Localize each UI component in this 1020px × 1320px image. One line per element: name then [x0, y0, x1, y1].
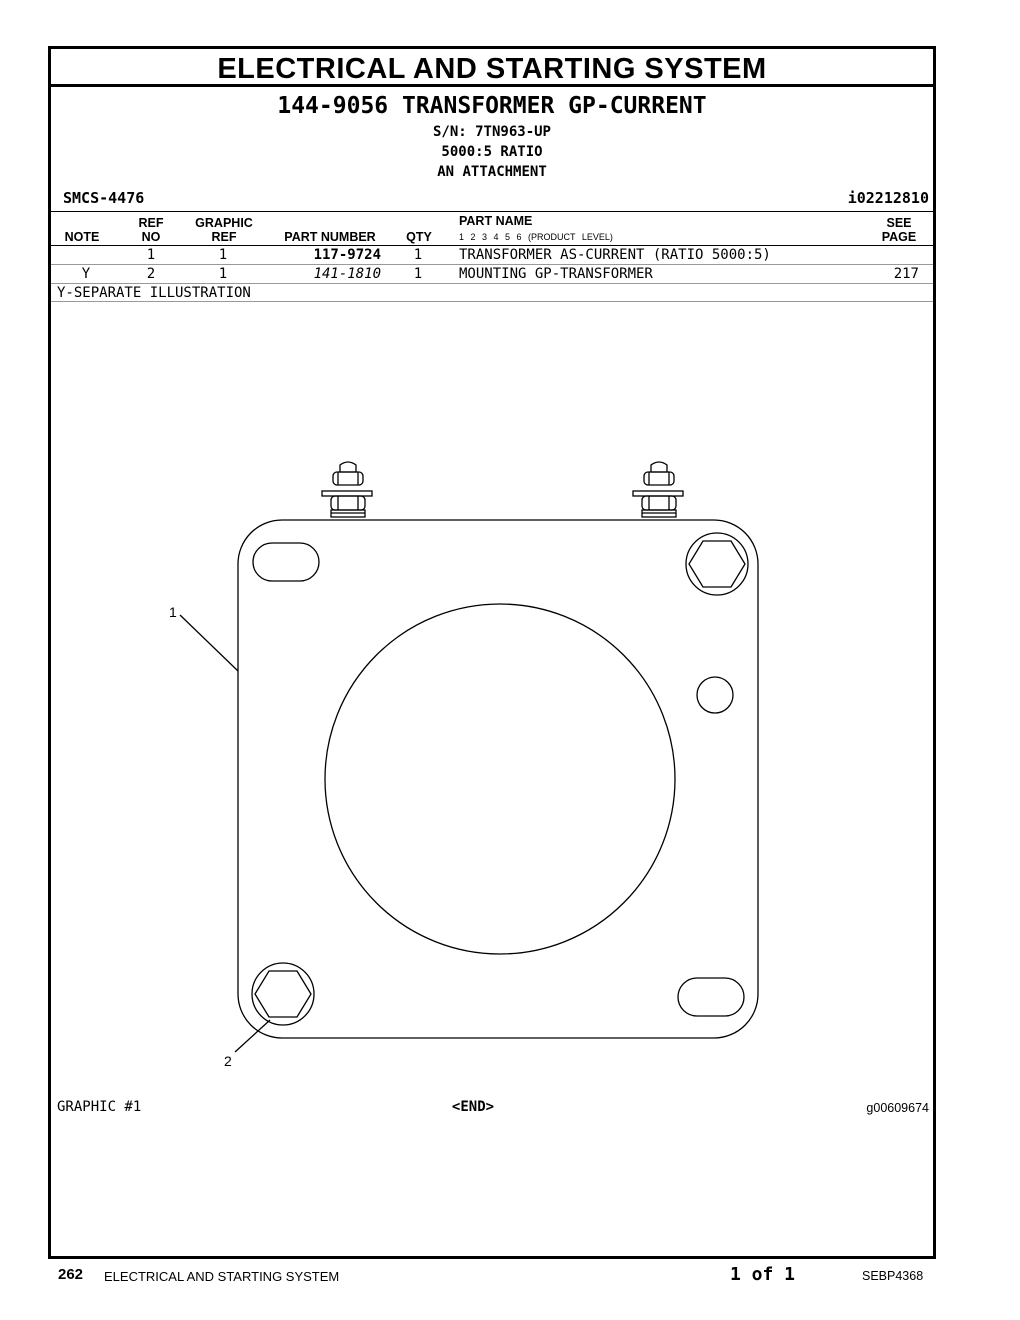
header-see-top: SEE — [886, 216, 912, 230]
illustration-id: i02212810 — [847, 189, 929, 207]
header-product-level: 1 2 3 4 5 6 (PRODUCT LEVEL) — [459, 232, 613, 242]
leader-line-1 — [180, 615, 238, 671]
bolt-top-right — [686, 533, 748, 595]
slot-top-left — [253, 543, 319, 581]
cell-ref-no: 1 — [146, 247, 156, 263]
serial-range: S/N: 7TN963-UP — [432, 124, 551, 140]
attachment-line: AN ATTACHMENT — [437, 164, 547, 180]
header-ref-bottom: NO — [141, 230, 161, 244]
page-frame — [48, 46, 936, 1259]
cell-part-number[interactable]: 117-9724 — [313, 247, 381, 263]
end-marker: <END> — [451, 1099, 495, 1115]
footer-page-number: 262 — [58, 1266, 84, 1283]
header-see-bottom: PAGE — [881, 230, 917, 244]
cell-see-page[interactable]: 217 — [893, 266, 919, 282]
slot-bottom-right — [678, 978, 744, 1016]
section-title: ELECTRICAL AND STARTING SYSTEM — [51, 49, 933, 87]
cell-graphic-ref: 1 — [218, 247, 228, 263]
ratio-line: 5000:5 RATIO — [441, 144, 543, 160]
bolt-bottom-left — [252, 963, 314, 1025]
graphic-id: g00609674 — [866, 1101, 929, 1115]
center-opening — [325, 604, 675, 954]
footer-section-title: ELECTRICAL AND STARTING SYSTEM — [104, 1269, 340, 1284]
footer-page-of: 1 of 1 — [730, 1264, 796, 1285]
footer-doc-id: SEBP4368 — [862, 1269, 924, 1283]
cell-qty: 1 — [413, 247, 423, 263]
smcs-code: SMCS-4476 — [63, 189, 145, 207]
cell-note: Y — [81, 266, 91, 282]
header-graphic-top: GRAPHIC — [195, 216, 253, 230]
header-ref-top: REF — [138, 216, 164, 230]
cell-part-name: TRANSFORMER AS-CURRENT (RATIO 5000:5) — [459, 247, 771, 263]
terminal-stud-left — [322, 462, 372, 517]
header-note: NOTE — [64, 230, 100, 244]
small-hole — [697, 677, 733, 713]
cell-part-name: MOUNTING GP-TRANSFORMER — [459, 266, 653, 282]
table-note: Y-SEPARATE ILLUSTRATION — [57, 285, 251, 301]
cell-graphic-ref: 1 — [218, 266, 228, 282]
cell-ref-no: 2 — [146, 266, 156, 282]
callout-2: 2 — [224, 1053, 232, 1069]
part-title: 144-9056 TRANSFORMER GP-CURRENT — [277, 93, 707, 119]
graphic-label: GRAPHIC #1 — [57, 1099, 142, 1115]
header-qty: QTY — [406, 230, 432, 244]
hex-head-bottom-left — [255, 971, 311, 1017]
terminal-stud-right — [633, 462, 683, 517]
header-part-number: PART NUMBER — [284, 230, 376, 244]
transformer-illustration — [51, 49, 933, 1256]
cell-qty: 1 — [413, 266, 423, 282]
header-graphic-bottom: REF — [211, 230, 237, 244]
cell-part-number[interactable]: 141-1810 — [313, 266, 381, 282]
leader-line-2 — [235, 1020, 270, 1052]
header-part-name: PART NAME — [459, 214, 533, 228]
mounting-plate — [238, 520, 758, 1038]
hex-head-top-right — [689, 541, 745, 587]
callout-1: 1 — [169, 604, 177, 620]
